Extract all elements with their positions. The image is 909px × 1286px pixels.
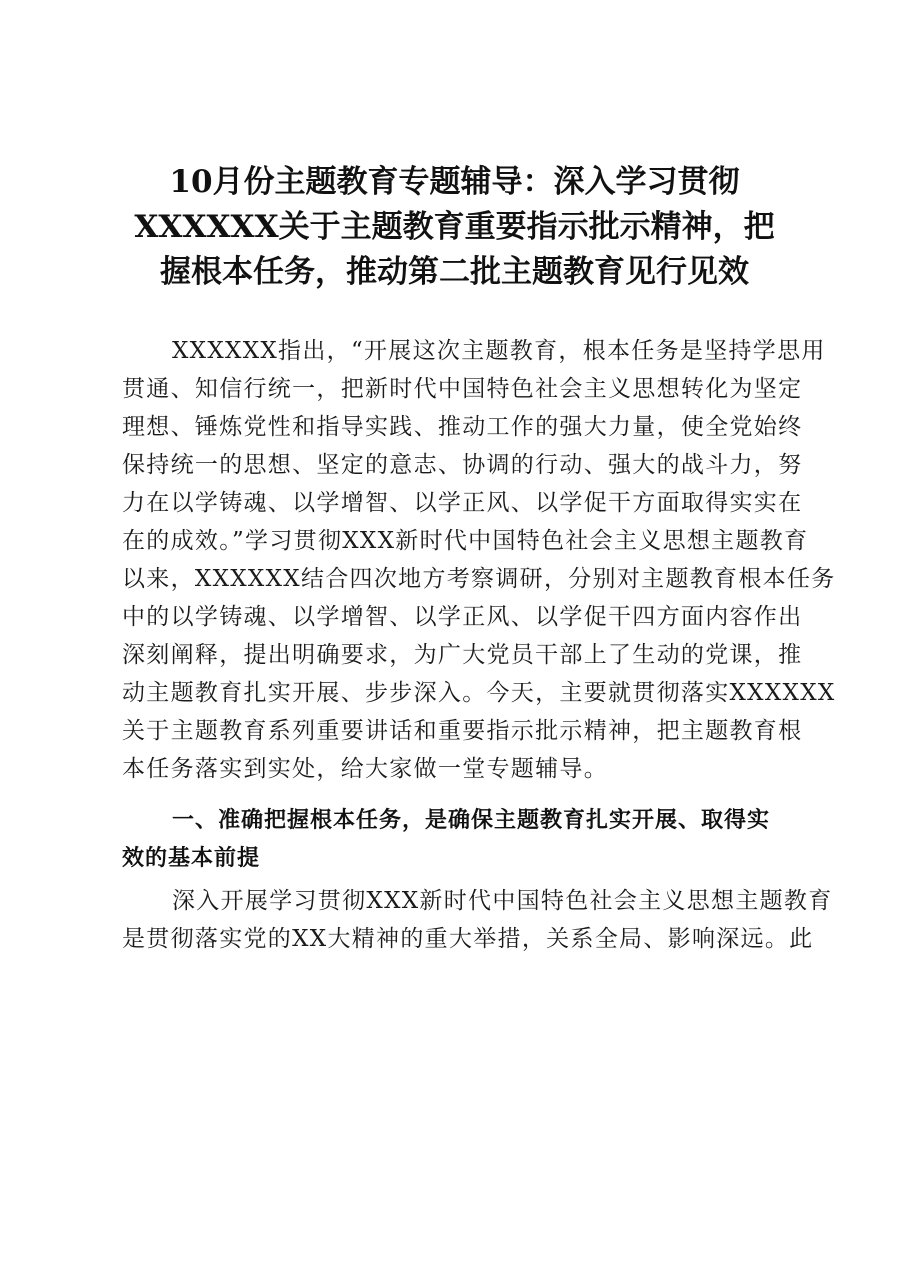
- paragraph-line: 中的以学铸魂、以学增智、以学正风、以学促干四方面内容作出: [122, 604, 803, 630]
- heading-line: 一、准确把握根本任务，是确保主题教育扎实开展、取得实: [172, 808, 771, 833]
- title-line: 10月份主题教育专题辅导：深入学习贯彻: [169, 164, 740, 200]
- paragraph-line: 力在以学铸魂、以学增智、以学正风、以学促干方面取得实实在: [122, 490, 803, 516]
- spacer: [122, 788, 812, 802]
- paragraph-line: XXXXXX指出，“开展这次主题教育，根本任务是坚持学思用: [172, 338, 826, 364]
- title-line: 握根本任务，推动第二批主题教育见行见效: [160, 254, 749, 290]
- paragraph-line: 理想、锤炼党性和指导实践、推动工作的强大力量，使全党始终: [122, 414, 803, 440]
- title-line: XXXXXX关于主题教育重要指示批示精神，把: [134, 209, 775, 245]
- paragraph-1: [122, 332, 836, 788]
- paragraph-line: 以来，XXXXXX结合四次地方考察调研，分别对主题教育根本任务: [122, 566, 836, 592]
- document-body: [122, 332, 836, 958]
- section-heading-1: [122, 802, 812, 878]
- paragraph-2: [122, 882, 833, 958]
- paragraph-line: 在的成效。”学习贯彻XXX新时代中国特色社会主义思想主题教育: [122, 528, 809, 554]
- heading-line: 效的基本前提: [122, 846, 261, 871]
- paragraph-line: 深入开展学习贯彻XXX新时代中国特色社会主义思想主题教育: [172, 888, 833, 914]
- paragraph-line: 深刻阐释，提出明确要求，为广大党员干部上了生动的党课，推: [122, 642, 803, 668]
- paragraph-line: 是贯彻落实党的XX大精神的重大举措，关系全局、影响深远。此: [122, 926, 814, 952]
- paragraph-line: 关于主题教育系列重要讲话和重要指示批示精神，把主题教育根: [122, 718, 803, 744]
- paragraph-line: 贯通、知信行统一，把新时代中国特色社会主义思想转化为坚定: [122, 376, 803, 402]
- document-title: [100, 160, 809, 295]
- paragraph-line: 保持统一的思想、坚定的意志、协调的行动、强大的战斗力，努: [122, 452, 803, 478]
- paragraph-line: 本任务落实到实处，给大家做一堂专题辅导。: [122, 756, 608, 782]
- paragraph-line: 动主题教育扎实开展、步步深入。今天，主要就贯彻落实XXXXXX: [122, 680, 836, 706]
